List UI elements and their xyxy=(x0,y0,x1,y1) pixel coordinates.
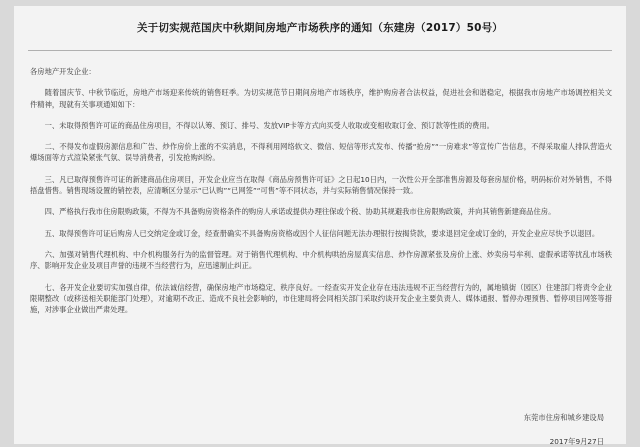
document-title: 关于切实规范国庆中秋期间房地产市场秩序的通知（东建房（2017）50号） xyxy=(136,22,504,34)
paragraph-4: 四、严格执行我市住房限购政策，不得为不具备购房资格条件的购房人承诺或提供办理往保或个税、协助其规避我市住房限购政策，并向其销售新建商品住房。 xyxy=(44,207,556,217)
issuer-signature: 东莞市住房和城乡建设局 xyxy=(523,413,604,422)
paragraph-3: 三、凡已取得预售许可证的新建商品住房项目，开发企业应当在取得《商品房预售许可证》之日起10日内，一次性公开全部准售房源及每套房屋价格，明码标价对外销售，不得捂盘惜售。销售现场设置的销控表，应清晰区分显示“已认购”“已网签”“可售”等不同状态，并与实际销售情况保持一致。 xyxy=(30,174,612,196)
issue-date: 2017年9月27日 xyxy=(549,437,604,446)
paragraph-5: 五、取得预售许可证后购房人已交纳定金或订金，经查册确实不具备购房资格或因个人征信问题无法办理银行按揭贷款，要求退回定金或订金的，开发企业应尽快予以退回。 xyxy=(44,228,600,238)
document-body xyxy=(30,66,612,315)
paragraph-6: 六、加强对销售代理机构、中介机构服务行为的监督管理。对于销售代理机构、中介机构哄抬房屋真实信息、炒作房源紧张及房价上涨、炒卖房号牟利、虚假承诺等扰乱市场秩序、影响开发企业及项目声誉的违规不当经营行为，应迅速制止纠正。 xyxy=(30,249,612,271)
paragraph-7: 七、各开发企业要切实加强自律，依法诚信经营，确保房地产市场稳定、秩序良好。一经查实开发企业存在违法违规不正当经营行为的，属地镇街（园区）住建部门将责令企业限期整改（或移送相关职能部门处理），对逾期不改正、造成不良社会影响的，市住建局将会同相关部门采取约谈开发企业主要负责人、媒体通报、暂停办理预售、暂停项目网签等措施，对涉事企业做出严肃处理。 xyxy=(30,282,612,315)
paragraph-1: 一、未取得预售许可证的商品住房项目，不得以认筹、预订、排号、发放VIP卡等方式向买受人收取或变相收取订金、预订款等性质的费用。 xyxy=(44,120,494,130)
salutation: 各房地产开发企业： xyxy=(30,67,96,76)
paragraph-2: 二、不得发布虚假房源信息和广告、炒作房价上涨的不实消息，不得利用网络软文、微信、短信等形式发布、传播“抢房”“一房难求”等宣传广告信息，不得采取雇人排队营造火爆场面等方式渲染紧张气氛、误导消费者，引发抢购纠纷。 xyxy=(30,142,612,163)
title-divider xyxy=(28,50,612,51)
document-page xyxy=(14,6,626,444)
paragraph-intro: 随着国庆节、中秋节临近，房地产市场迎来传统的销售旺季。为切实规范节日期间房地产市场秩序，维护购房者合法权益，促进社会和谐稳定，根据我市房地产市场调控相关文件精神，现就有关事项通知如下： xyxy=(30,88,612,109)
